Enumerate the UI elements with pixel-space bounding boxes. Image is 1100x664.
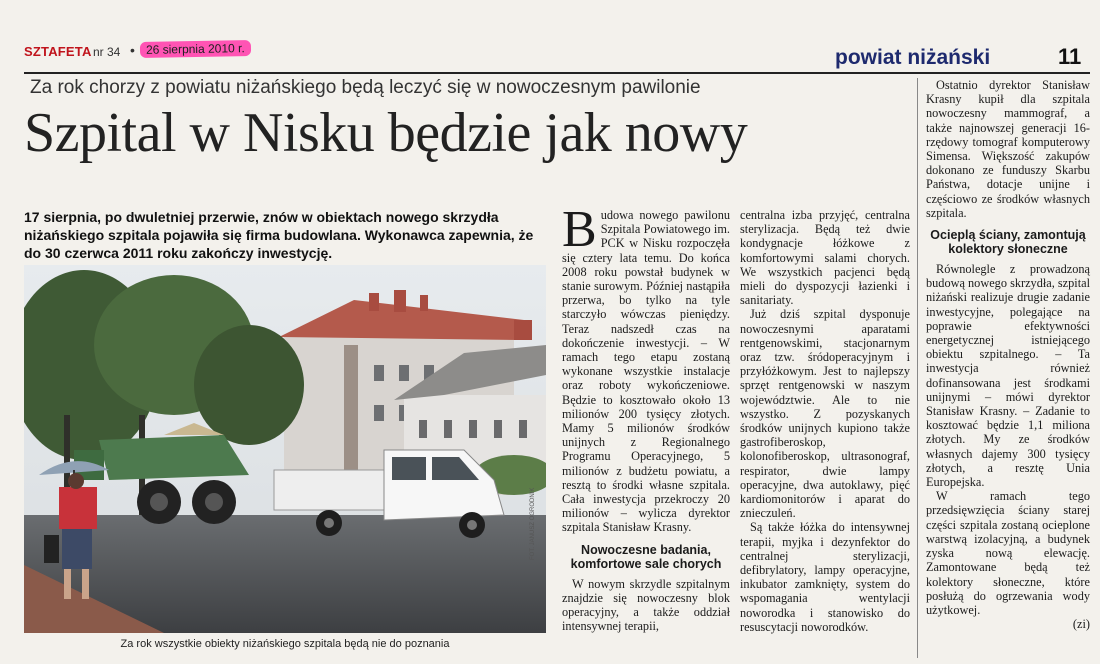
body-column-2 — [740, 208, 910, 634]
article-headline: Szpital w Nisku będzie jak nowy — [24, 102, 748, 164]
photo-caption: Za rok wszystkie obiekty niżańskiego szpitala będą nie do poznania — [120, 638, 450, 650]
issue-number: nr 34 — [93, 45, 121, 59]
paragraph-text: udowa nowego pawilonu Szpitala Powiatowego im. PCK w Nisku rozpoczęła się cztery lata temu. Do końca 2008 roku powstał budynek w stanie surowym. Później nastąpiła przerwa, bo tylko na tyle starczyło wówczas pieniędzy. Teraz nadszedł czas na dokończenie inwestycji. – W ramach tego etapu zostaną wykonane wszystkie instalacje oraz roboty wykończeniowe. Będzie to kosztowało około 13 milionów 200 tysięcy złotych. Mamy 5 milionów środków unijnych z Regionalnego Programu Operacyjnego, 5 milionów z budżetu powiatu, a resztą to środki własne szpitala. Cała inwestycja przekroczy 20 milionów – wylicza dyrektor szpitala Stanisław Krasny. — [562, 208, 730, 535]
paragraph: Już dziś szpital dysponuje nowoczesnymi aparatami rentgenowskimi, stacjonarnym oraz tzw. śródoperacyjnym i przyłóżkowym. Jest to najlepszy sprzęt rentgenowski w naszym województwie. Ale to nie wszystko. Z pozyskanych środków unijnych kupiono także gastrofiberoskop, kolonofiberoskop, ultrasonograf, respirator, dwie lampy operacyjne, dwa autoklawy, pięć kardiomonitorów i aparat do znieczuleń. — [740, 307, 910, 521]
article-photo — [24, 265, 546, 633]
drop-cap: B — [562, 201, 597, 258]
body-column-1 — [562, 201, 730, 634]
paragraph: centralna izba przyjęć, centralna sterylizacja. Będą też dwie kondygnacje łóżkowe z komfortowymi salami chorych. We wszystkich pacjenci będą mieli do dyspozycji łazienki i sanitariaty. — [740, 208, 910, 308]
newspaper-brand: SZTAFETA — [24, 44, 92, 59]
section-title: powiat niżański — [835, 46, 991, 69]
photo-credit: FOT. JANUSZ OGRODNIK — [530, 487, 536, 560]
subheading: Nowoczesne badania, komfortowe sale chorych — [570, 542, 722, 571]
article-lead: 17 sierpnia, po dwuletniej przerwie, znów w obiektach nowego skrzydła niżańskiego szpitala pojawiła się firma budowlana. Wykonawca zapewnia, że do 30 czerwca 2011 roku zakończy inwestycję. — [24, 209, 534, 261]
header-rule — [24, 72, 1090, 74]
body-column-3 — [926, 78, 1090, 631]
paragraph — [562, 201, 730, 535]
paragraph: W ramach tego przedsięwzięcia ściany starej części szpitala zostaną ocieplone warstwą izolacyjną, a budynek zyska nową elewację. Zamontowane będą też kolektory słoneczne, które posłużą do ogrzewania wody użytkowej. — [926, 489, 1090, 617]
paragraph: Ostatnio dyrektor Stanisław Krasny kupił dla szpitala nowoczesny mammograf, a także najnowszej generacji 16-rzędowy tomograf komputerowy Simensa. Większość zakupów dokonano ze funduszy Skarbu Państwa, dotacje unijne i częściowo ze środków własnych szpitala. — [926, 78, 1090, 220]
subheading: Ocieplą ściany, zamontują kolektory słoneczne — [930, 228, 1086, 257]
column-divider — [917, 78, 918, 658]
page-number: 11 — [1058, 44, 1082, 69]
paragraph: W nowym skrzydle szpitalnym znajdzie się nowoczesny blok operacyjny, a także oddział intensywnej terapii, — [562, 576, 730, 634]
paragraph: Są także łóżka do intensywnej terapii, myjka i dezynfektor do centralnej sterylizacji, defibrylatory, lampy operacyjne, inkubator zamknięty, system do wspomagania wentylacji noworodka i stanowisko do resuscytacji noworodków. — [740, 520, 910, 634]
issue-date: 26 sierpnia 2010 r. — [140, 40, 251, 58]
paragraph: Równolegle z prowadzoną budową nowego skrzydła, szpital niżański realizuje drugie zadanie inwestycyjne, polegające na poprawie efektywności energetycznej istniejącego obiektu szpitalnego. – Ta inwestycja również dofinansowana jest środkami unijnymi – mówi dyrektor Stanisław Krasny. – Zadanie to kosztować będzie 1,1 miliona złotych. My ze środków własnych dajemy 300 tysięcy złotych, a resztę Unia Europejska. — [926, 262, 1090, 490]
separator-dot: • — [130, 42, 135, 58]
author-signature: (zi) — [1072, 617, 1090, 632]
article-kicker: Za rok chorzy z powiatu niżańskiego będą leczyć się w nowoczesnym pawilonie — [30, 77, 701, 98]
